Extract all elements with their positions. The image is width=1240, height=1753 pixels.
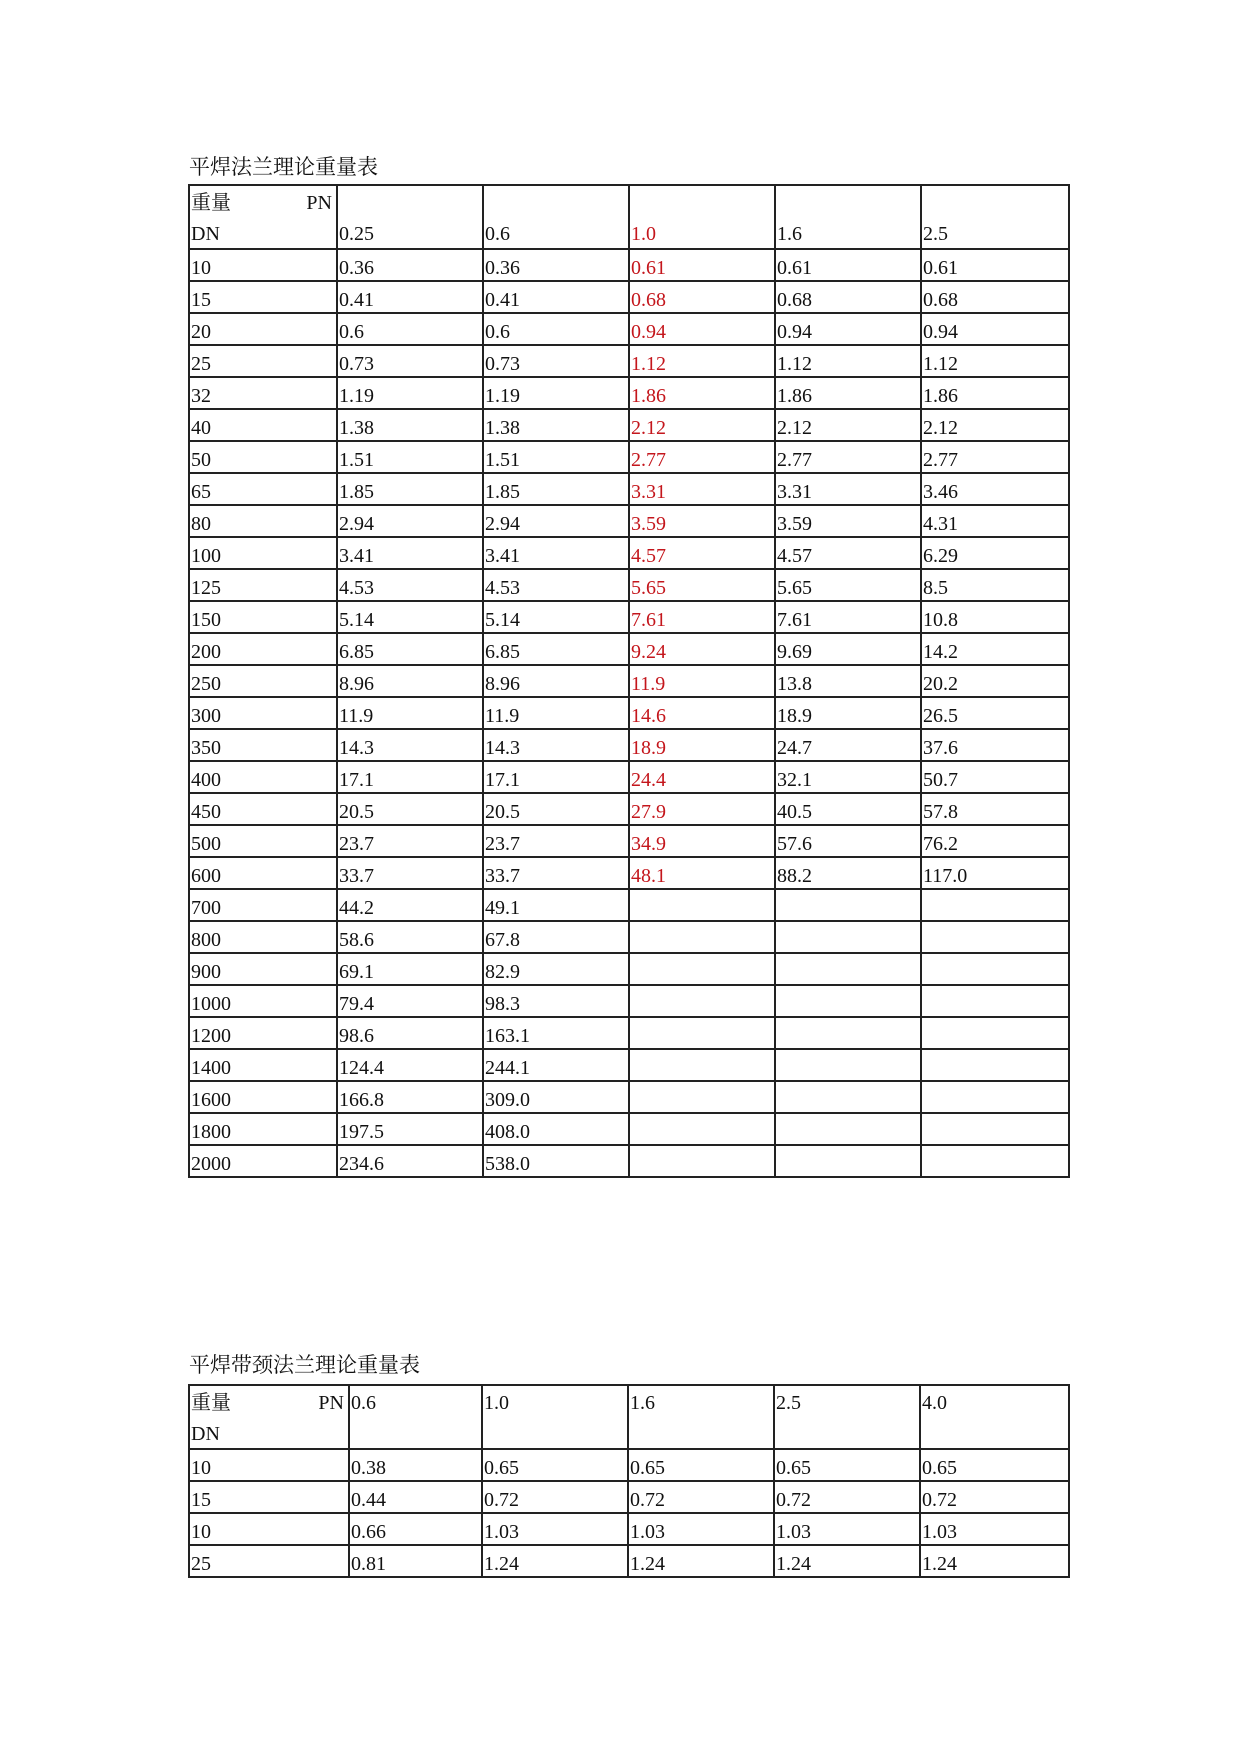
weight-cell: 0.68 — [775, 281, 921, 313]
weight-cell: 11.9 — [483, 697, 629, 729]
weight-cell: 244.1 — [483, 1049, 629, 1081]
weight-cell: 18.9 — [775, 697, 921, 729]
table-row — [189, 1545, 1069, 1577]
weight-cell: 5.65 — [775, 569, 921, 601]
weight-cell: 166.8 — [337, 1081, 483, 1113]
pn-header-cell — [483, 185, 629, 249]
weight-cell: 0.68 — [921, 281, 1069, 313]
dn-cell: 2000 — [189, 1145, 337, 1177]
weight-cell: 408.0 — [483, 1113, 629, 1145]
weight-cell: 3.31 — [775, 473, 921, 505]
weight-cell: 50.7 — [921, 761, 1069, 793]
weight-cell: 5.14 — [483, 601, 629, 633]
dn-cell: 1200 — [189, 1017, 337, 1049]
weight-cell: 58.6 — [337, 921, 483, 953]
table-row — [189, 697, 1069, 729]
weight-cell: 4.57 — [775, 537, 921, 569]
weight-cell: 76.2 — [921, 825, 1069, 857]
weight-cell: 34.9 — [629, 825, 775, 857]
dn-cell: 450 — [189, 793, 337, 825]
weight-cell — [921, 985, 1069, 1017]
weight-cell — [775, 921, 921, 953]
weight-cell: 1.03 — [628, 1513, 774, 1545]
weight-cell — [629, 953, 775, 985]
dn-cell: 25 — [189, 1545, 349, 1577]
table-row — [189, 601, 1069, 633]
weight-cell: 0.73 — [337, 345, 483, 377]
weight-cell: 124.4 — [337, 1049, 483, 1081]
weight-cell: 23.7 — [337, 825, 483, 857]
dn-label: DN — [191, 1423, 220, 1445]
weight-cell: 44.2 — [337, 889, 483, 921]
weight-cell — [629, 1049, 775, 1081]
weight-cell: 2.12 — [775, 409, 921, 441]
weight-cell: 3.41 — [483, 537, 629, 569]
weight-cell: 33.7 — [483, 857, 629, 889]
weight-cell: 3.31 — [629, 473, 775, 505]
weight-cell — [921, 1049, 1069, 1081]
weight-cell: 1.38 — [483, 409, 629, 441]
pn-header-cell — [921, 185, 1069, 249]
table-row — [189, 473, 1069, 505]
weight-cell: 0.66 — [349, 1513, 482, 1545]
weight-cell: 18.9 — [629, 729, 775, 761]
table-row — [189, 1513, 1069, 1545]
weight-cell — [629, 1081, 775, 1113]
weight-cell — [775, 889, 921, 921]
weight-cell — [921, 1145, 1069, 1177]
table-row — [189, 441, 1069, 473]
table-row — [189, 729, 1069, 761]
weight-cell: 4.31 — [921, 505, 1069, 537]
weight-cell: 57.8 — [921, 793, 1069, 825]
table-row — [189, 889, 1069, 921]
weight-cell: 0.68 — [629, 281, 775, 313]
table-row — [189, 633, 1069, 665]
dn-cell: 100 — [189, 537, 337, 569]
weight-cell: 0.41 — [337, 281, 483, 313]
weight-cell: 1.38 — [337, 409, 483, 441]
weight-cell: 2.12 — [629, 409, 775, 441]
weight-cell: 98.6 — [337, 1017, 483, 1049]
neck-flange-weight-table — [188, 1384, 1070, 1578]
weight-cell: 2.12 — [921, 409, 1069, 441]
weight-cell — [921, 953, 1069, 985]
weight-cell: 6.29 — [921, 537, 1069, 569]
weight-cell: 2.77 — [921, 441, 1069, 473]
weight-cell — [775, 1145, 921, 1177]
header-row — [189, 1385, 1069, 1449]
weight-cell: 0.72 — [774, 1481, 920, 1513]
pn-value: 1.0 — [631, 223, 656, 245]
weight-cell: 1.24 — [482, 1545, 628, 1577]
weight-cell: 0.6 — [483, 313, 629, 345]
weight-cell: 2.77 — [775, 441, 921, 473]
dn-label: DN — [191, 223, 220, 245]
dn-cell: 125 — [189, 569, 337, 601]
table-row — [189, 505, 1069, 537]
table-row — [189, 1145, 1069, 1177]
weight-cell: 3.41 — [337, 537, 483, 569]
weight-cell: 0.81 — [349, 1545, 482, 1577]
dn-cell: 50 — [189, 441, 337, 473]
weight-cell: 14.3 — [483, 729, 629, 761]
weight-cell: 37.6 — [921, 729, 1069, 761]
weight-cell: 1.03 — [920, 1513, 1069, 1545]
weight-cell: 1.24 — [774, 1545, 920, 1577]
weight-cell: 8.96 — [483, 665, 629, 697]
weight-cell: 6.85 — [337, 633, 483, 665]
table-row — [189, 1081, 1069, 1113]
weight-cell — [921, 889, 1069, 921]
weight-cell: 69.1 — [337, 953, 483, 985]
weight-cell: 0.41 — [483, 281, 629, 313]
dn-cell: 150 — [189, 601, 337, 633]
dn-cell: 10 — [189, 249, 337, 281]
weight-cell: 5.65 — [629, 569, 775, 601]
pn-label: PN — [306, 192, 332, 214]
weight-cell: 0.94 — [921, 313, 1069, 345]
dn-cell: 10 — [189, 1449, 349, 1481]
weight-cell: 9.69 — [775, 633, 921, 665]
weight-cell: 11.9 — [629, 665, 775, 697]
weight-cell: 0.61 — [775, 249, 921, 281]
table-row — [189, 1113, 1069, 1145]
pn-value: 1.6 — [777, 223, 802, 245]
dn-cell: 1600 — [189, 1081, 337, 1113]
table1-title: 平焊法兰理论重量表 — [189, 155, 378, 179]
weight-cell: 4.53 — [337, 569, 483, 601]
weight-cell: 0.72 — [482, 1481, 628, 1513]
dn-cell: 1400 — [189, 1049, 337, 1081]
table-row — [189, 1017, 1069, 1049]
weight-cell: 2.94 — [337, 505, 483, 537]
weight-cell: 3.59 — [775, 505, 921, 537]
weight-cell: 1.12 — [921, 345, 1069, 377]
weight-cell: 163.1 — [483, 1017, 629, 1049]
pn-header-cell — [629, 185, 775, 249]
weight-cell: 7.61 — [629, 601, 775, 633]
weight-cell: 0.94 — [775, 313, 921, 345]
weight-cell — [629, 985, 775, 1017]
weight-cell: 4.57 — [629, 537, 775, 569]
table-row — [189, 665, 1069, 697]
dn-cell: 15 — [189, 281, 337, 313]
dn-cell: 200 — [189, 633, 337, 665]
weight-cell: 13.8 — [775, 665, 921, 697]
weight-cell — [921, 1113, 1069, 1145]
table-row — [189, 281, 1069, 313]
dn-cell: 25 — [189, 345, 337, 377]
pn-value: 0.6 — [485, 223, 510, 245]
weight-cell: 1.19 — [337, 377, 483, 409]
weight-cell: 20.2 — [921, 665, 1069, 697]
weight-cell — [629, 1145, 775, 1177]
table-row — [189, 377, 1069, 409]
header-row — [189, 185, 1069, 249]
weight-cell: 1.85 — [483, 473, 629, 505]
weight-cell: 0.38 — [349, 1449, 482, 1481]
weight-cell: 0.94 — [629, 313, 775, 345]
weight-cell — [775, 1017, 921, 1049]
weight-cell — [775, 985, 921, 1017]
pn-value: 1.0 — [484, 1392, 509, 1414]
weight-cell: 48.1 — [629, 857, 775, 889]
weight-cell: 117.0 — [921, 857, 1069, 889]
weight-cell: 20.5 — [483, 793, 629, 825]
weight-cell: 79.4 — [337, 985, 483, 1017]
dn-cell: 500 — [189, 825, 337, 857]
weight-cell: 0.6 — [337, 313, 483, 345]
corner-header-cell — [189, 185, 337, 249]
table-row — [189, 569, 1069, 601]
dn-cell: 1000 — [189, 985, 337, 1017]
dn-cell: 20 — [189, 313, 337, 345]
weight-cell: 1.86 — [629, 377, 775, 409]
weight-cell: 1.51 — [337, 441, 483, 473]
weight-cell: 14.3 — [337, 729, 483, 761]
dn-cell: 400 — [189, 761, 337, 793]
table-row — [189, 953, 1069, 985]
weight-cell — [629, 1017, 775, 1049]
table-row — [189, 537, 1069, 569]
dn-cell: 65 — [189, 473, 337, 505]
weight-cell: 3.59 — [629, 505, 775, 537]
dn-cell: 300 — [189, 697, 337, 729]
weight-cell: 1.19 — [483, 377, 629, 409]
table-row — [189, 249, 1069, 281]
weight-cell: 0.44 — [349, 1481, 482, 1513]
weight-cell: 8.5 — [921, 569, 1069, 601]
pn-value: 2.5 — [923, 223, 948, 245]
weight-cell: 4.53 — [483, 569, 629, 601]
weight-cell — [629, 921, 775, 953]
weight-cell — [775, 953, 921, 985]
weight-label: 重量 — [191, 1392, 231, 1414]
weight-cell: 1.24 — [628, 1545, 774, 1577]
table-row — [189, 825, 1069, 857]
weight-cell: 1.12 — [775, 345, 921, 377]
pn-value: 0.6 — [351, 1392, 376, 1414]
weight-cell: 1.03 — [482, 1513, 628, 1545]
dn-cell: 10 — [189, 1513, 349, 1545]
weight-cell: 7.61 — [775, 601, 921, 633]
weight-cell: 1.03 — [774, 1513, 920, 1545]
weight-cell: 14.6 — [629, 697, 775, 729]
weight-cell: 0.61 — [921, 249, 1069, 281]
weight-cell: 0.65 — [920, 1449, 1069, 1481]
table-row — [189, 345, 1069, 377]
weight-cell: 0.72 — [628, 1481, 774, 1513]
weight-cell — [775, 1081, 921, 1113]
weight-cell: 9.24 — [629, 633, 775, 665]
pn-header-cell — [628, 1385, 774, 1449]
weight-cell: 0.61 — [629, 249, 775, 281]
weight-cell: 8.96 — [337, 665, 483, 697]
corner-header-cell — [189, 1385, 349, 1449]
dn-cell: 700 — [189, 889, 337, 921]
dn-cell: 350 — [189, 729, 337, 761]
table-row — [189, 1449, 1069, 1481]
weight-cell: 23.7 — [483, 825, 629, 857]
weight-cell: 234.6 — [337, 1145, 483, 1177]
weight-cell: 24.4 — [629, 761, 775, 793]
weight-cell: 1.86 — [775, 377, 921, 409]
weight-cell — [629, 1113, 775, 1145]
weight-cell: 14.2 — [921, 633, 1069, 665]
weight-cell: 17.1 — [483, 761, 629, 793]
flange-weight-table — [188, 184, 1070, 1178]
weight-cell — [921, 1081, 1069, 1113]
table-row — [189, 313, 1069, 345]
dn-cell: 900 — [189, 953, 337, 985]
weight-cell: 0.36 — [337, 249, 483, 281]
pn-value: 1.6 — [630, 1392, 655, 1414]
weight-cell: 20.5 — [337, 793, 483, 825]
pn-header-cell — [775, 185, 921, 249]
weight-cell: 10.8 — [921, 601, 1069, 633]
weight-cell — [629, 889, 775, 921]
dn-cell: 32 — [189, 377, 337, 409]
table-row — [189, 1049, 1069, 1081]
weight-cell: 6.85 — [483, 633, 629, 665]
weight-cell: 32.1 — [775, 761, 921, 793]
dn-cell: 1800 — [189, 1113, 337, 1145]
pn-header-cell — [774, 1385, 920, 1449]
weight-cell: 0.73 — [483, 345, 629, 377]
pn-label: PN — [318, 1392, 344, 1414]
table-row — [189, 1481, 1069, 1513]
pn-header-cell — [920, 1385, 1069, 1449]
weight-cell: 309.0 — [483, 1081, 629, 1113]
pn-header-cell — [349, 1385, 482, 1449]
table-row — [189, 921, 1069, 953]
weight-cell: 5.14 — [337, 601, 483, 633]
pn-value: 0.25 — [339, 223, 374, 245]
table-row — [189, 761, 1069, 793]
weight-cell: 49.1 — [483, 889, 629, 921]
weight-cell: 26.5 — [921, 697, 1069, 729]
pn-value: 4.0 — [922, 1392, 947, 1414]
dn-cell: 15 — [189, 1481, 349, 1513]
weight-cell: 27.9 — [629, 793, 775, 825]
weight-cell: 1.85 — [337, 473, 483, 505]
weight-cell: 197.5 — [337, 1113, 483, 1145]
weight-cell: 1.12 — [629, 345, 775, 377]
weight-cell: 17.1 — [337, 761, 483, 793]
weight-cell: 0.65 — [628, 1449, 774, 1481]
weight-cell: 1.51 — [483, 441, 629, 473]
table-row — [189, 985, 1069, 1017]
weight-cell: 24.7 — [775, 729, 921, 761]
weight-label: 重量 — [191, 192, 231, 214]
dn-cell: 600 — [189, 857, 337, 889]
weight-cell: 33.7 — [337, 857, 483, 889]
weight-cell: 11.9 — [337, 697, 483, 729]
weight-cell — [775, 1049, 921, 1081]
dn-cell: 800 — [189, 921, 337, 953]
weight-cell: 88.2 — [775, 857, 921, 889]
weight-cell — [921, 1017, 1069, 1049]
dn-cell: 40 — [189, 409, 337, 441]
weight-cell: 0.65 — [482, 1449, 628, 1481]
weight-cell: 57.6 — [775, 825, 921, 857]
weight-cell: 1.86 — [921, 377, 1069, 409]
dn-cell: 80 — [189, 505, 337, 537]
table-row — [189, 793, 1069, 825]
weight-cell: 538.0 — [483, 1145, 629, 1177]
weight-cell: 2.77 — [629, 441, 775, 473]
weight-cell: 0.65 — [774, 1449, 920, 1481]
weight-cell: 67.8 — [483, 921, 629, 953]
weight-cell: 98.3 — [483, 985, 629, 1017]
weight-cell: 82.9 — [483, 953, 629, 985]
weight-cell — [775, 1113, 921, 1145]
table-row — [189, 857, 1069, 889]
weight-cell: 2.94 — [483, 505, 629, 537]
weight-cell — [921, 921, 1069, 953]
weight-cell: 0.36 — [483, 249, 629, 281]
weight-cell: 1.24 — [920, 1545, 1069, 1577]
table-row — [189, 409, 1069, 441]
pn-value: 2.5 — [776, 1392, 801, 1414]
pn-header-cell — [337, 185, 483, 249]
weight-cell: 3.46 — [921, 473, 1069, 505]
dn-cell: 250 — [189, 665, 337, 697]
weight-cell: 0.72 — [920, 1481, 1069, 1513]
pn-header-cell — [482, 1385, 628, 1449]
weight-cell: 40.5 — [775, 793, 921, 825]
table2-title: 平焊带颈法兰理论重量表 — [189, 1353, 420, 1377]
